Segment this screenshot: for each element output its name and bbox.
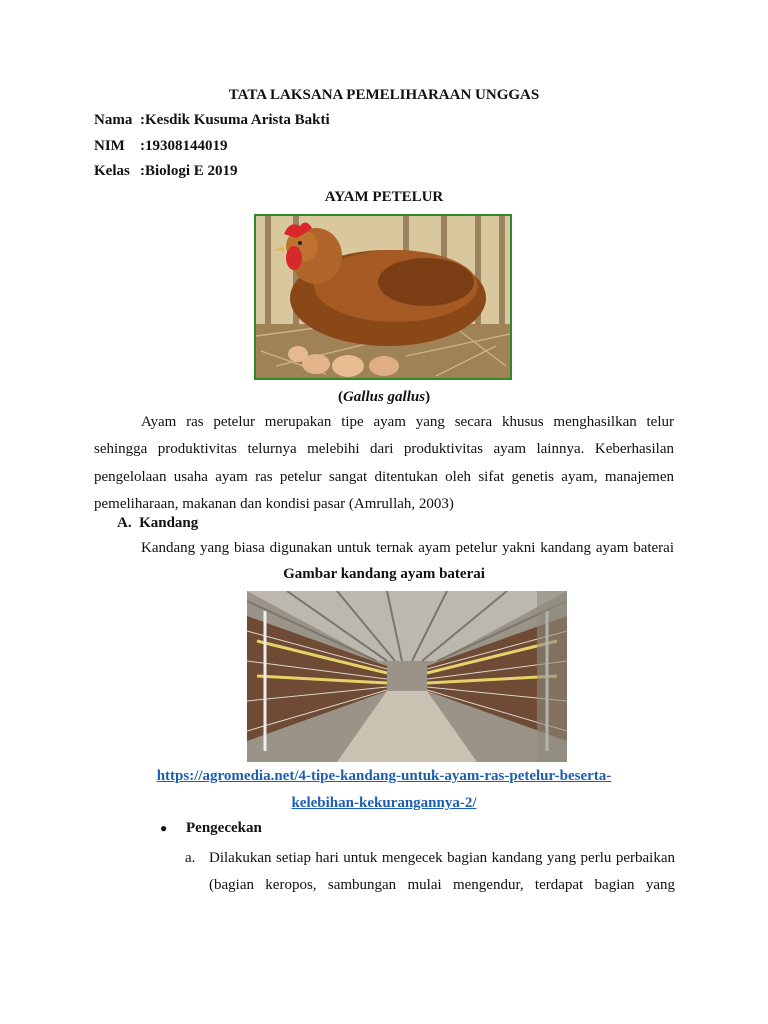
info-label: Nama (94, 112, 133, 128)
source-link-line1[interactable] (0, 768, 768, 785)
source-link-line2[interactable] (0, 795, 768, 812)
paragraph-line: pengelolaan usaha ayam ras petelur sangat ditentukan oleh sifat genetis ayam, manajemen (94, 468, 674, 485)
info-row-nama (94, 112, 330, 129)
info-value: :Biologi E 2019 (140, 163, 238, 179)
info-value: :Kesdik Kusuma Arista Bakti (140, 112, 330, 128)
source-link[interactable]: kelebihan-kekurangannya-2/ (291, 795, 477, 811)
cage-illustration (247, 591, 567, 762)
paragraph-line: Kandang yang biasa digunakan untuk ternak ayam petelur yakni kandang ayam baterai (141, 540, 674, 556)
section-title: AYAM PETELUR (324, 189, 444, 205)
list-line: (bagian keropos, sambungan mulai mengendur, terdapat bagian yang (209, 877, 675, 894)
info-label: Kelas (94, 163, 130, 179)
intro-paragraph (94, 409, 674, 518)
heading-kandang: A. Kandang (117, 515, 199, 531)
paragraph-line: sehingga produktivitas telurnya melebihi dari produktivitas ayam lainnya. Keberhasilan (94, 441, 674, 458)
source-link[interactable]: https://agromedia.net/4-tipe-kandang-untuk-ayam-ras-petelur-beserta- (156, 768, 612, 784)
paragraph-line: pemeliharaan, makanan dan kondisi pasar (Amrullah, 2003) (94, 495, 454, 512)
photo-caption (0, 389, 768, 406)
document-title: TATA LAKSANA PEMELIHARAAN UNGGAS (228, 87, 540, 103)
list-line: Dilakukan setiap hari untuk mengecek bagian kandang yang perlu perbaikan (209, 850, 675, 866)
caption-species: Gallus gallus (342, 389, 426, 405)
info-label: NIM (94, 138, 125, 154)
bullet-label: Pengecekan (186, 820, 262, 836)
hen-photo (254, 214, 512, 380)
paragraph-line: Ayam ras petelur merupakan tipe ayam yang secara khusus menghasilkan telur (141, 414, 674, 430)
list-marker: a. (185, 850, 196, 866)
bullet-item (160, 820, 262, 837)
hen-illustration (256, 216, 510, 378)
info-value: :19308144019 (140, 138, 228, 154)
info-row-nim (94, 138, 228, 155)
caption-close: ) (425, 389, 431, 405)
bullet-icon: ● (160, 821, 168, 835)
caption-open: ( (337, 389, 343, 405)
battery-cage-photo (247, 591, 567, 762)
kandang-paragraph (141, 535, 674, 562)
info-row-kelas (94, 163, 238, 180)
figure-title: Gambar kandang ayam baterai (283, 566, 485, 582)
